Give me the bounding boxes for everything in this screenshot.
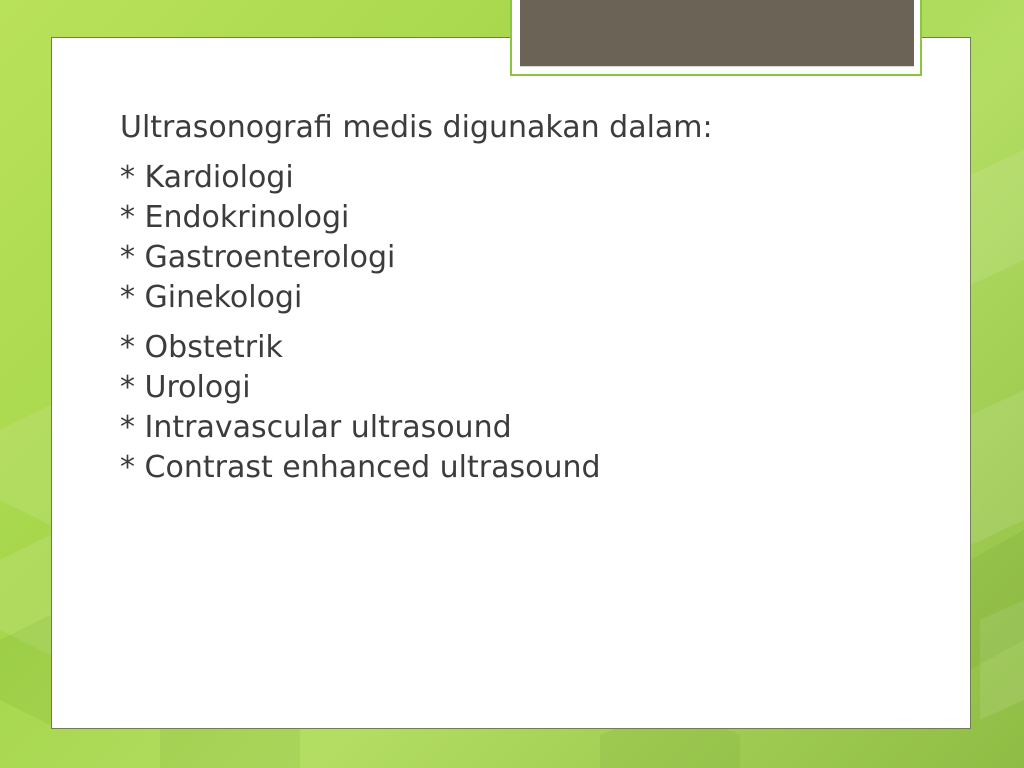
- list-item: * Obstetrik: [120, 330, 283, 365]
- list-item: * Gastroenterologi: [120, 240, 396, 275]
- list-item: * Endokrinologi: [120, 200, 350, 235]
- list-item: * Urologi: [120, 370, 251, 405]
- intro-text: Ultrasonografi medis digunakan dalam:: [120, 110, 713, 145]
- intro-paragraph: [120, 108, 900, 148]
- slide-body: [120, 108, 900, 488]
- list-group-2: [120, 328, 900, 488]
- list-item: * Ginekologi: [120, 280, 303, 315]
- list-group-1: [120, 158, 900, 318]
- title-placeholder: [520, 0, 914, 67]
- list-item: * Contrast enhanced ultrasound: [120, 450, 601, 485]
- list-item: * Intravascular ultrasound: [120, 410, 512, 445]
- list-item: * Kardiologi: [120, 160, 294, 195]
